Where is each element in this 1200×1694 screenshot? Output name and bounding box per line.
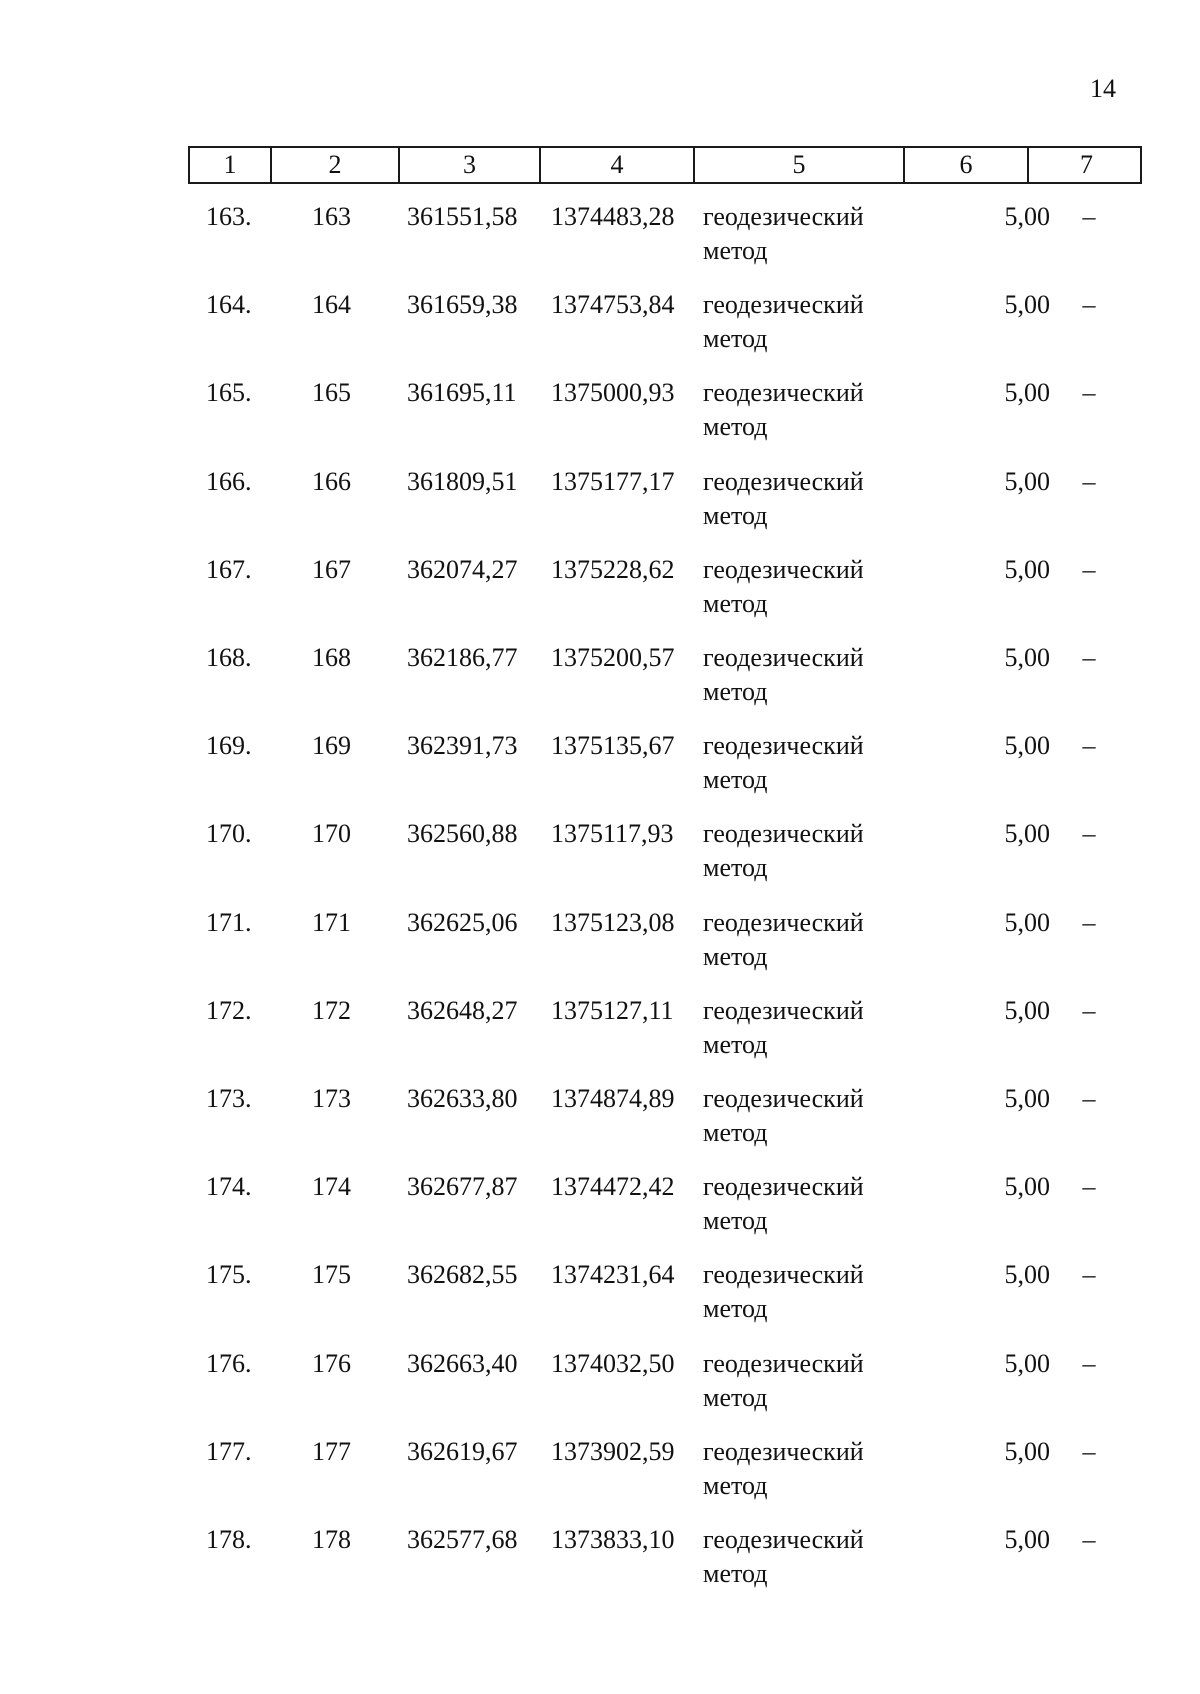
method-line: метод [703,1559,768,1588]
coord-y: 1373833,10 [551,1525,675,1554]
method-line: геодезический [703,1260,864,1290]
method-line: метод [703,500,768,530]
coord-y: 1374874,89 [551,1084,675,1113]
point-id: 176 [312,1348,351,1378]
accuracy: 5,00 [1004,819,1050,849]
method-line: метод [703,1206,768,1236]
method-line: геодезический [703,995,864,1025]
method-line: геодезический [703,290,864,320]
note: – [1082,1436,1096,1466]
coord-y: 1375177,17 [551,466,675,496]
method-line: геодезический [703,554,864,584]
method [703,1082,864,1150]
accuracy: 5,00 [1004,1084,1050,1113]
coord-y: 1375127,11 [551,995,674,1025]
note: – [1082,995,1096,1025]
row-number: 168. [206,643,252,672]
note: – [1082,290,1096,320]
method-line: геодезический [703,1525,864,1554]
row-number: 176. [206,1348,252,1378]
row-number: 163. [206,202,252,231]
accuracy: 5,00 [1004,1348,1050,1378]
header-cell: 1 [190,148,272,182]
method-line: метод [703,765,768,795]
method [703,641,864,709]
coord-x: 362625,06 [407,907,518,937]
table-row [188,1523,1142,1607]
accuracy: 5,00 [1004,466,1050,496]
coord-x: 362633,80 [407,1084,518,1113]
method-line: геодезический [703,643,864,672]
note: – [1082,907,1096,937]
note: – [1082,731,1096,761]
header-cell: 3 [400,148,541,182]
note: – [1082,466,1096,496]
note: – [1082,202,1096,231]
header-cell: 7 [1080,150,1093,179]
table-row [188,1258,1142,1342]
coord-x: 361659,38 [407,290,518,320]
accuracy: 5,00 [1004,378,1050,408]
method-line: метод [703,1029,768,1059]
row-number: 171. [206,907,252,937]
method-line: метод [703,588,768,618]
point-id: 178 [312,1525,351,1554]
method [703,1258,864,1326]
method [703,906,864,974]
coord-x: 362663,40 [407,1348,518,1378]
row-number: 174. [206,1172,252,1202]
table-row [188,200,1142,284]
table-header [188,146,1142,184]
coord-y: 1375000,93 [551,378,675,408]
point-id: 165 [312,378,351,408]
coord-y: 1375123,08 [551,907,675,937]
header-cell: 6 [905,148,1029,182]
table-row [188,1435,1142,1519]
table-row [188,1170,1142,1254]
point-id: 169 [312,731,351,761]
row-number: 167. [206,554,252,584]
coord-x: 362677,87 [407,1172,518,1202]
note: – [1082,378,1096,408]
note: – [1082,1260,1096,1290]
coord-x: 362648,27 [407,995,518,1025]
method-line: метод [703,324,768,354]
method [703,1347,864,1415]
note: – [1082,1348,1096,1378]
point-id: 168 [312,643,351,672]
coord-y: 1375228,62 [551,554,675,584]
method [703,1435,864,1503]
accuracy: 5,00 [1004,1525,1050,1554]
method-line: геодезический [703,1084,864,1113]
method-line: геодезический [703,378,864,408]
method-line: метод [703,1470,768,1500]
accuracy: 5,00 [1004,907,1050,937]
table-row [188,994,1142,1078]
method-line: геодезический [703,1348,864,1378]
method [703,817,864,885]
table-row [188,641,1142,725]
note: – [1082,1172,1096,1202]
coord-y: 1374231,64 [551,1260,675,1290]
point-id: 175 [312,1260,351,1290]
method-line: метод [703,412,768,442]
method-line: геодезический [703,1436,864,1466]
point-id: 174 [312,1172,351,1202]
method-line: метод [703,236,768,265]
method-line: геодезический [703,819,864,849]
table-row [188,817,1142,901]
accuracy: 5,00 [1004,731,1050,761]
header-cell: 4 [541,148,695,182]
accuracy: 5,00 [1004,554,1050,584]
method-line: геодезический [703,731,864,761]
method [703,729,864,797]
coord-x: 362619,67 [407,1436,518,1466]
method-line: геодезический [703,907,864,937]
note: – [1082,554,1096,584]
coord-x: 361809,51 [407,466,518,496]
point-id: 170 [312,819,351,849]
coord-x: 362682,55 [407,1260,518,1290]
row-number: 169. [206,731,252,761]
method [703,1523,864,1591]
row-number: 164. [206,290,252,320]
table-row [188,288,1142,372]
method [703,465,864,533]
row-number: 173. [206,1084,252,1113]
point-id: 171 [312,907,351,937]
table-row [188,729,1142,813]
method-line: геодезический [703,466,864,496]
accuracy: 5,00 [1004,995,1050,1025]
coord-y: 1375200,57 [551,643,675,672]
method-line: геодезический [703,202,864,231]
method [703,200,864,268]
coord-x: 362074,27 [407,554,518,584]
accuracy: 5,00 [1004,290,1050,320]
note: – [1082,1525,1096,1554]
note: – [1082,819,1096,849]
page-number: 14 [1090,74,1116,103]
row-number: 166. [206,466,252,496]
note: – [1082,1084,1096,1113]
method [703,376,864,444]
accuracy: 5,00 [1004,1436,1050,1466]
coord-y: 1373902,59 [551,1436,675,1466]
table-row [188,376,1142,460]
accuracy: 5,00 [1004,1260,1050,1290]
coord-x: 361695,11 [407,378,517,408]
method-line: метод [703,677,768,706]
coord-x: 362577,68 [407,1525,518,1554]
point-id: 166 [312,466,351,496]
row-number: 172. [206,995,252,1025]
coord-y: 1374032,50 [551,1348,675,1378]
point-id: 172 [312,995,351,1025]
table-row [188,906,1142,990]
method-line: метод [703,1294,768,1324]
row-number: 175. [206,1260,252,1290]
row-number: 178. [206,1525,252,1554]
coord-y: 1374753,84 [551,290,675,320]
point-id: 173 [312,1084,351,1113]
method [703,553,864,621]
table-row [188,1082,1142,1166]
coord-x: 362391,73 [407,731,518,761]
row-number: 177. [206,1436,252,1466]
table-row [188,465,1142,549]
method-line: метод [703,853,768,883]
header-cell: 2 [272,148,400,182]
coord-x: 362186,77 [407,643,518,672]
coord-y: 1375135,67 [551,731,675,761]
table-row [188,1347,1142,1431]
method-line: метод [703,941,768,971]
method-line: метод [703,1118,768,1147]
method-line: метод [703,1382,768,1412]
coord-y: 1375117,93 [551,819,674,849]
coord-y: 1374472,42 [551,1172,675,1202]
accuracy: 5,00 [1004,202,1050,231]
header-cell: 5 [695,148,905,182]
accuracy: 5,00 [1004,1172,1050,1202]
row-number: 165. [206,378,252,408]
method [703,1170,864,1238]
point-id: 164 [312,290,351,320]
table-row [188,553,1142,637]
method [703,994,864,1062]
coord-x: 362560,88 [407,819,518,849]
coord-y: 1374483,28 [551,202,675,231]
method-line: геодезический [703,1172,864,1202]
row-number: 170. [206,819,252,849]
accuracy: 5,00 [1004,643,1050,672]
point-id: 177 [312,1436,351,1466]
coord-x: 361551,58 [407,202,518,231]
point-id: 163 [312,202,351,231]
point-id: 167 [312,554,351,584]
note: – [1082,643,1096,672]
method [703,288,864,356]
